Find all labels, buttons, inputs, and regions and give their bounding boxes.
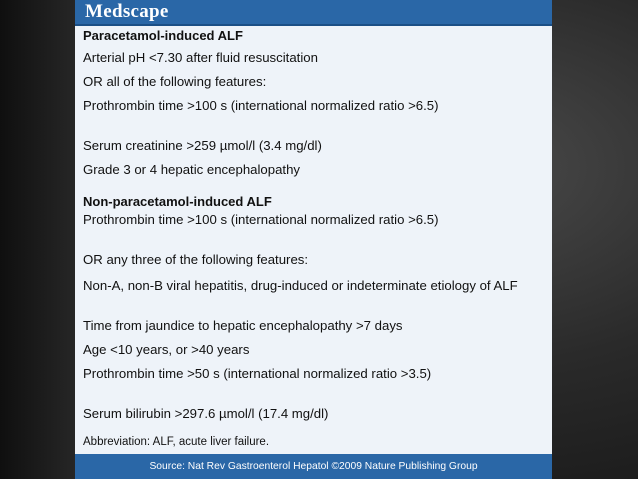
criterion-item: OR all of the following features: (83, 74, 267, 89)
criterion-item: Grade 3 or 4 hepatic encephalopathy (83, 162, 301, 177)
slide (75, 0, 552, 479)
criterion-item: Age <10 years, or >40 years (83, 342, 250, 357)
criterion-item: Serum bilirubin >297.6 µmol/l (17.4 mg/dl) (83, 406, 329, 421)
criterion-item: Prothrombin time >100 s (international normalized ratio >6.5) (83, 98, 439, 113)
section-heading-non-paracetamol: Non-paracetamol-induced ALF (83, 194, 272, 209)
criterion-item: Time from jaundice to hepatic encephalopathy >7 days (83, 318, 403, 333)
header-bar (75, 0, 552, 26)
criterion-item: Prothrombin time >50 s (international normalized ratio >3.5) (83, 366, 432, 381)
criterion-item: Prothrombin time >100 s (international normalized ratio >6.5) (83, 212, 439, 227)
medscape-logo: Medscape (85, 1, 169, 22)
abbreviation-note: Abbreviation: ALF, acute liver failure. (83, 436, 270, 448)
background-left-panel (0, 0, 75, 479)
footer-bar (75, 454, 552, 479)
source-citation: Source: Nat Rev Gastroenterol Hepatol ©2009 Nature Publishing Group (149, 461, 478, 472)
criterion-item: OR any three of the following features: (83, 252, 309, 267)
criterion-item: Arterial pH <7.30 after fluid resuscitation (83, 50, 318, 65)
criterion-item: Serum creatinine >259 µmol/l (3.4 mg/dl) (83, 138, 322, 153)
criterion-item: Non-A, non-B viral hepatitis, drug-induced or indeterminate etiology of ALF (83, 278, 518, 293)
section-heading-paracetamol: Paracetamol-induced ALF (83, 28, 243, 43)
criteria-content (75, 26, 552, 454)
